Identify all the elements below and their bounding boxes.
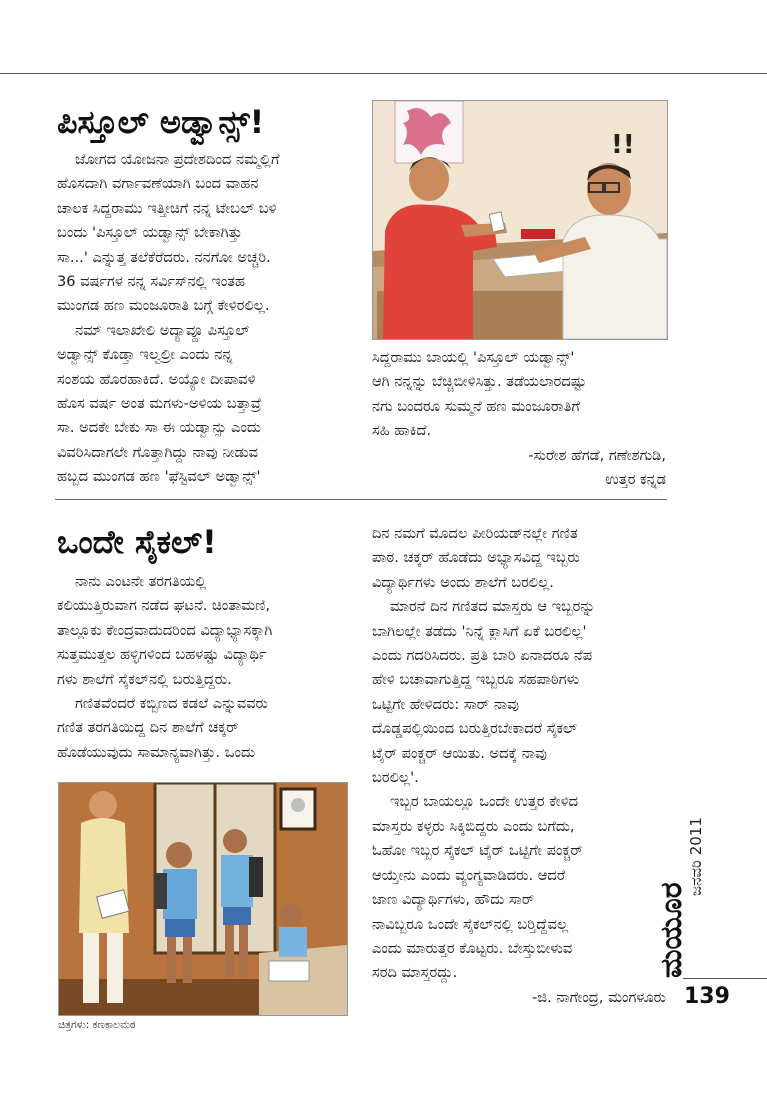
article2-right-line: ಎಂದು ಮಾರುತ್ತರ ಕೊಟ್ಟರು. ಬೇಸ್ತುಬೀಳುವ bbox=[372, 939, 573, 957]
article1-cont-line: ನಗು ಬಂದರೂ ಸುಮ್ಮನೆ ಹಣ ಮಂಜೂರಾತಿಗೆ bbox=[372, 397, 580, 415]
article1-line: ವಿವರಿಸಿದಾಗಲೇ ಗೊತ್ತಾಗಿದ್ದು ನಾವು ನೀಡುವ bbox=[57, 443, 258, 461]
article1-line: ನಮ್ ಇಲಾಖೇಲಿ ಅದ್ಯಾವ್ದೂ ಪಿಸ್ತೂಲ್ bbox=[75, 321, 250, 339]
magazine-branding bbox=[654, 768, 705, 978]
article2-line: ಗಣಿತ ತರಗತಿಯಿದ್ದ ದಿನ ಶಾಲೆಗೆ ಚಕ್ಕರ್ bbox=[57, 719, 239, 737]
article2-line: ತಾಲ್ಲೂಕು ಕೇಂದ್ರವಾದುದರಿಂದ ವಿದ್ಯಾಭ್ಯಾಸಕ್ಕಾಗಿ bbox=[57, 621, 273, 639]
article2-right-line: ಮಾರನೆ ದಿನ ಗಣಿತದ ಮಾಸ್ತರು ಆ ಇಬ್ಬರನ್ನು bbox=[390, 598, 596, 616]
article2-line: ಹೊಡೆಯುವುದು ಸಾಮಾನ್ಯವಾಗಿತ್ತು. ಒಂದು bbox=[57, 743, 256, 761]
article2-right-line: ಮಾಸ್ತರು ಕಳ್ಳರು ಸಿಕ್ಕಿಬಿದ್ದರು ಎಂದು ಬಗೆದು, bbox=[372, 817, 575, 835]
article2-right-line: ದಿನ ನಮಗೆ ಮೊದಲ ಪೀರಿಯಡ್‌ನಲ್ಲೇ ಗಣಿತ bbox=[372, 525, 578, 542]
article2-right-line: ಓಹೋ ಇಬ್ಬರ ಸೈಕಲ್ ಟೈರ್ ಒಟ್ಟಿಗೇ ಪಂಕ್ಚರ್ bbox=[372, 842, 583, 860]
article1-line: ಹೊಸ ವರ್ಷ ಅಂತ ಮಗಳು-ಅಳಿಯ ಬತ್ತಾವ್ರೆ bbox=[57, 395, 262, 413]
article1-signature-place: ಉತ್ತರ ಕನ್ನಡ bbox=[605, 471, 666, 489]
article2-right-line: ಬರಲಿಲ್ಲ'. bbox=[372, 769, 419, 787]
article2-right-line: ಆಯ್ತೇನು ಎಂದು ವ್ಯಂಗ್ಯವಾಡಿದರು. ಆದರೆ bbox=[372, 866, 566, 884]
article2 bbox=[57, 522, 357, 765]
article1-line: ಮುಂಗಡ ಹಣ ಮಂಜೂರಾತಿ ಬಗ್ಗೆ ಕೇಳಿರಲಿಲ್ಲ. bbox=[57, 297, 270, 315]
article1-line: ಚಾಲಕ ಸಿದ್ದರಾಮು ಇತ್ತೀಚಿಗೆ ನನ್ನ ಟೇಬಲ್ ಬಳಿ bbox=[57, 199, 277, 217]
article1-body bbox=[57, 148, 357, 490]
article2-right-line: ಒಟ್ಟಿಗೇ ಹೇಳಿದರು: ಸಾರ್ ನಾವು bbox=[372, 695, 520, 713]
article2-signature: -ಜಿ. ನಾಗೇಂದ್ರ, ಮಂಗಳೂರು bbox=[532, 988, 666, 1006]
article2-right-line: ಇಬ್ಬರ ಬಾಯಲ್ಲೂ ಒಂದೇ ಉತ್ತರ ಕೇಳಿದ bbox=[390, 793, 578, 811]
office-illustration bbox=[372, 100, 668, 340]
article1-line: ಅಡ್ವಾನ್ಸ್ ಕೊಡ್ತಾ ಇಲ್ವಲ್ರೀ ಎಂದು ನನ್ನ bbox=[57, 346, 233, 364]
article1-line: 36 ವರ್ಷಗಳ ನನ್ನ ಸರ್ವಿಸ್‌ನಲ್ಲಿ ಇಂತಹ bbox=[57, 273, 246, 291]
article1-cont-line: ಸಹಿ ಹಾಕಿದೆ. bbox=[372, 422, 432, 440]
article2-right-line: ಹೇಳಿ ಬಚಾವಾಗುತ್ತಿದ್ದ ಇಬ್ಬರೂ ಸಹಪಾಠಿಗಳು bbox=[372, 671, 580, 689]
article2-line: ನಾನು ಎಂಟನೇ ತರಗತಿಯಲ್ಲಿ bbox=[75, 573, 207, 590]
article2-body-left bbox=[57, 570, 357, 765]
article1-line: ಸಾ. ಅದಕೇ ಬೇಕು ಸಾ ಈ ಯಡ್ವಾನ್ಸು ಎಂದು bbox=[57, 419, 262, 437]
classroom-scene-image bbox=[59, 783, 347, 1015]
article2-right-line: ವಿದ್ಯಾರ್ಥಿಗಳು ಅಂದು ಶಾಲೆಗೆ ಬರಲಿಲ್ಲ. bbox=[372, 573, 554, 591]
article1-line: ಜೋಗದ ಯೋಜನಾ ಪ್ರದೇಶದಿಂದ ನಮ್ಮಲ್ಲಿಗೆ bbox=[75, 151, 280, 168]
article1-signature: -ಸುರೇಶ ಹೆಗಡೆ, ಗಣೇಶಗುಡಿ, bbox=[528, 446, 666, 464]
issue-month: ಜನವರಿ 2011 bbox=[687, 817, 705, 896]
article2-right-line: ಜಾಣ ವಿದ್ಯಾರ್ಥಿಗಳು, ಹೌದು ಸಾರ್ bbox=[372, 891, 535, 909]
article1-cont-line: ಆಗಿ ನನ್ನನ್ನು ಬೆಚ್ಚಿಬೀಳಿಸಿತ್ತು. ತಡೆಯಲಾರದಷ್ಟು bbox=[372, 373, 587, 391]
article2-right-line: ಎಂದು ಗದರಿಸಿದರು. ಪ್ರತಿ ಬಾರಿ ಏನಾದರೂ ನೆಪ bbox=[372, 647, 593, 665]
article2-line: ಗಳು ಶಾಲೆಗೆ ಸೈಕಲ್‌ನಲ್ಲಿ ಬರುತ್ತಿದ್ದರು. bbox=[57, 670, 232, 688]
classroom-illustration bbox=[58, 782, 348, 1016]
article2-body-right bbox=[372, 522, 666, 1010]
article2-right-line: ಪಾಠ. ಚಕ್ಕರ್ ಹೊಡೆದು ಅಭ್ಯಾಸವಿದ್ದ ಇಬ್ಬರು bbox=[372, 549, 580, 567]
magazine-name: ಮಯೂರ bbox=[654, 882, 689, 978]
page-number-rule bbox=[683, 978, 767, 979]
article1-cont-line: ಸಿದ್ದರಾಮು ಬಾಯಲ್ಲಿ 'ಪಿಸ್ತೂಲ್ ಯಡ್ವಾನ್ಸ್' bbox=[372, 349, 575, 366]
article1-line: ಬಂದು 'ಪಿಸ್ತೂಲ್ ಯಡ್ವಾನ್ಸ್ ಬೇಕಾಗಿತ್ತು bbox=[57, 224, 243, 242]
office-scene-image bbox=[373, 101, 667, 339]
article1-line: ಸಂಶಯ ಹೊರಹಾಕಿದೆ. ಅಯ್ಯೋ ದೀಪಾವಳಿ bbox=[57, 370, 256, 388]
article2-right-line: ನಾವಿಬ್ಬರೂ ಒಂದೇ ಸೈಕಲ್‌ನಲ್ಲಿ ಬರ್‍ತಿದ್ದೆವಲ್ಲ bbox=[372, 915, 569, 933]
article1-line: ಹಬ್ಬದ ಮುಂಗಡ ಹಣ 'ಫೆಸ್ಟಿವಲ್ ಅಡ್ವಾನ್ಸ್' bbox=[57, 468, 261, 486]
article1-line: ಹೊಸದಾಗಿ ವರ್ಗಾವಣೆಯಾಗಿ ಬಂದ ವಾಹನ bbox=[57, 175, 259, 193]
article2-line: ಸುತ್ತಮುತ್ತಲ ಹಳ್ಳಿಗಳಿಂದ ಬಹಳಷ್ಟು ವಿದ್ಯಾರ್ಥಿ bbox=[57, 646, 267, 664]
page-number: 139 bbox=[684, 984, 730, 1009]
illustration-credit: ಚಿತ್ರಗಳು: ಕಣಕಾಲಮಠ bbox=[58, 1019, 136, 1031]
top-rule bbox=[0, 73, 767, 74]
article1 bbox=[57, 102, 357, 490]
section-divider bbox=[55, 499, 667, 500]
article1-title: ಪಿಸ್ತೂಲ್ ಅಡ್ವಾನ್ಸ್! bbox=[57, 103, 265, 141]
article2-title: ಒಂದೇ ಸೈಕಲ್! bbox=[57, 523, 217, 561]
article2-right-line: ಸರದಿ ಮಾಸ್ತರದ್ದು. bbox=[372, 964, 458, 982]
article2-line: ಗಣಿತವೆಂದರೆ ಕಬ್ಬಿಣದ ಕಡಲೆ ಎನ್ನುವವರು bbox=[75, 695, 268, 713]
svg-text:!!: !! bbox=[611, 130, 635, 160]
article1-continued bbox=[372, 346, 666, 492]
article2-line: ಕಲಿಯುತ್ತಿರುವಾಗ ನಡೆದ ಘಟನೆ. ಚಿಂತಾಮಣಿ, bbox=[57, 597, 271, 615]
article2-right-line: ದೊಡ್ಡಪಲ್ಲಿಯಿಂದ ಬರುತ್ತಿರಬೇಕಾದರೆ ಸೈಕಲ್ bbox=[372, 720, 578, 738]
article2-right-line: ಟೈರ್ ಪಂಕ್ಚರ್ ಆಯಿತು. ಅದಕ್ಕೆ ನಾವು bbox=[372, 744, 547, 762]
article2-right-line: ಬಾಗಿಲಲ್ಲೇ ತಡೆದು 'ನಿನ್ನೆ ಕ್ಲಾಸಿಗೆ ಏಕೆ ಬರಲಿಲ್ಲ' bbox=[372, 622, 587, 640]
article1-line: ಸಾ...' ಎನ್ನುತ್ತ ತಲೆಕೆರೆದರು. ನನಗೋ ಅಚ್ಚರಿ. bbox=[57, 248, 271, 266]
